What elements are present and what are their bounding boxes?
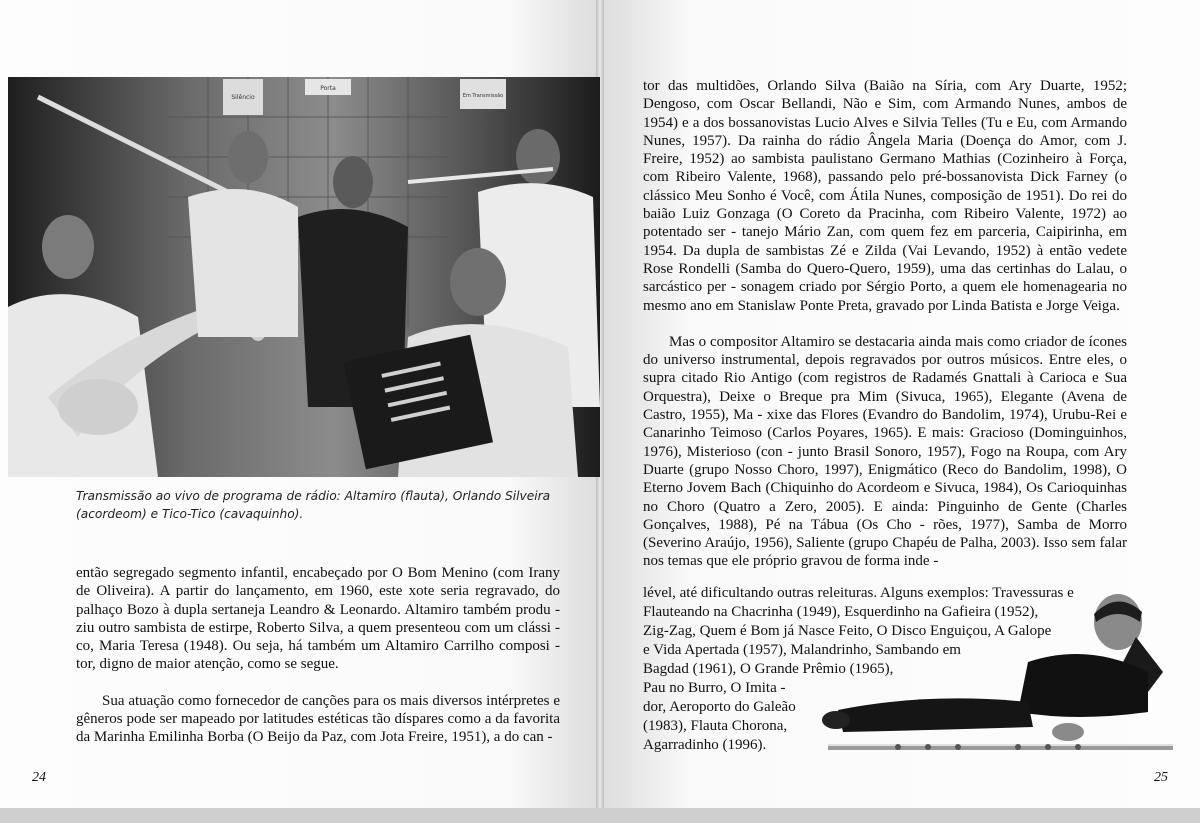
narrow-line: Flauteando na Chacrinha (1949), Esquerdinho na Gafieira (1952), <box>643 604 1039 620</box>
page-number-right: 25 <box>1154 770 1168 785</box>
narrow-line: lével, até dificultando outras releituras. Alguns exemplos: Travessuras e <box>643 585 1074 601</box>
narrow-line: Agarradinho (1996). <box>643 737 767 753</box>
sign-transmissao: Em Transmissão <box>462 93 504 99</box>
right-paragraph-2: Mas o compositor Altamiro se destacaria ainda mais como criador de ícones do universo instrumental, depois regravados por outros músicos. Entre eles, o supra citado Rio Antigo (com registros de Radamés Gnattali à Carioca e Sua Orquestra), Deixe o Breque pra Mim (Sivuca, 1965), Elegante (Avena de Castro, 1955), Ma - xixe das Flores (Evandro do Bandolim, 1974), Urubu-Rei e Canarinho Teimoso (Carlos Poyares, 1965). E mais: Gracioso (Dominguinhos, 1976), Misterioso (con - junto Brasil Sonoro, 1957), Fogo na Roupa, com Ary Duarte (grupo Nosso Choro, 1997), Enigmático (Reco do Bandolim, 1998), O Eterno Jovem Bach (Chiquinho do Acordeom e Sivuca, 1984), Os Carioquinhas no Choro (Quatro a Zero, 2005). E ainda: Pinguinho de Gente (Charles Gonçalves, 1988), Pé na Tábua (Os Cho - rões, 1977), Samba de Morro (Severino Araújo, 1956), Saliente (grupo Chapéu de Palha, 2003). Isso sem falar nos temas que ele próprio gravou de forma inde - <box>643 333 1127 570</box>
sign-silencio: Silêncio <box>231 94 255 101</box>
photo-illustration <box>8 77 600 477</box>
narrow-line: Zig-Zag, Quem é Bom já Nasce Feito, O Disco Enguiçou, A Galope <box>643 623 1052 639</box>
photo-caption: Transmissão ao vivo de programa de rádio: Altamiro (flauta), Orlando Silveira (acordeom) e Tico-Tico (cavaquinho). <box>76 489 551 521</box>
narrow-line: (1983), Flauta Chorona, <box>643 718 788 734</box>
narrow-line: dor, Aeroporto do Galeão <box>643 699 796 715</box>
right-body-text <box>643 77 1127 571</box>
left-paragraph-2: Sua atuação como fornecedor de canções para os mais diversos intérpretes e gêneros pode ser mapeado por latitudes estéticas tão díspares como a da favorita da Marinha Emilinha Borba (O Beijo da Paz, com Jota Freire, 1951), a do can - <box>76 692 560 746</box>
right-paragraph-1: tor das multidões, Orlando Silva (Baião na Síria, com Ary Duarte, 1952; Dengoso, com Oscar Bellandi, Não e Sim, com Armando Nunes, ambos de 1954) e a dos bossanovistas Lucio Alves e Silvia Telles (Tu e Eu, com Armando Nunes, 1957). Da rainha do rádio Ângela Maria (Doença do Amor, com J. Freire, 1952) ao sambista paulistano Germano Mathias (Cozinheiro à Força, com Ribeiro Valente, 1968), passando pelo pré-bossanovista Dick Farney (o clássico Meu Sonho é Você, com Átila Nunes, composição de 1951). Do rei do baião Luiz Gonzaga (O Coreto da Pracinha, com Ribeiro Valente, 1972) ao potentado ser - tanejo Mário Zan, com quem fez em parceria, Caipirinha, em 1954. Da dupla de sambistas Zé e Zilda (Vai Levando, 1952) à então vedete Rose Rondelli (Samba do Quero-Quero, 1959), uma das certinhas do Lalau, o sarcástico per - sonagem criado por Sérgio Porto, a quem ele homenagearia no mesmo ano em Stanislaw Ponte Preta, gravado por Linda Batista e Jorge Veiga. <box>643 78 1127 314</box>
left-body-text <box>76 564 560 747</box>
page-number-left: 24 <box>32 770 46 785</box>
left-paragraph-1: então segregado segmento infantil, encabeçado por O Bom Menino (com Irany de Oliveira). A partir do lançamento, em 1960, este xote seria regravado, do palhaço Bozo à dupla sertaneja Leandro & Leonardo. Altamiro também produ - ziu outro sambista de estirpe, Roberto Silva, a quem presenteou com um clássi - co, Maria Teresa (1948). Ou seja, há também um Altamiro Carrilho composi - tor, digno de maior atenção, como se segue. <box>76 565 560 673</box>
reclining-man-photo <box>818 592 1178 764</box>
narrow-line: e Vida Apertada (1957), Malandrinho, Sambando em <box>643 642 961 658</box>
sign-porta: Porta <box>320 85 336 92</box>
narrow-line: Pau no Burro, O Imita - <box>643 680 786 696</box>
narrow-line: Bagdad (1961), O Grande Prêmio (1965), <box>643 661 894 677</box>
radio-broadcast-photo <box>8 77 600 477</box>
